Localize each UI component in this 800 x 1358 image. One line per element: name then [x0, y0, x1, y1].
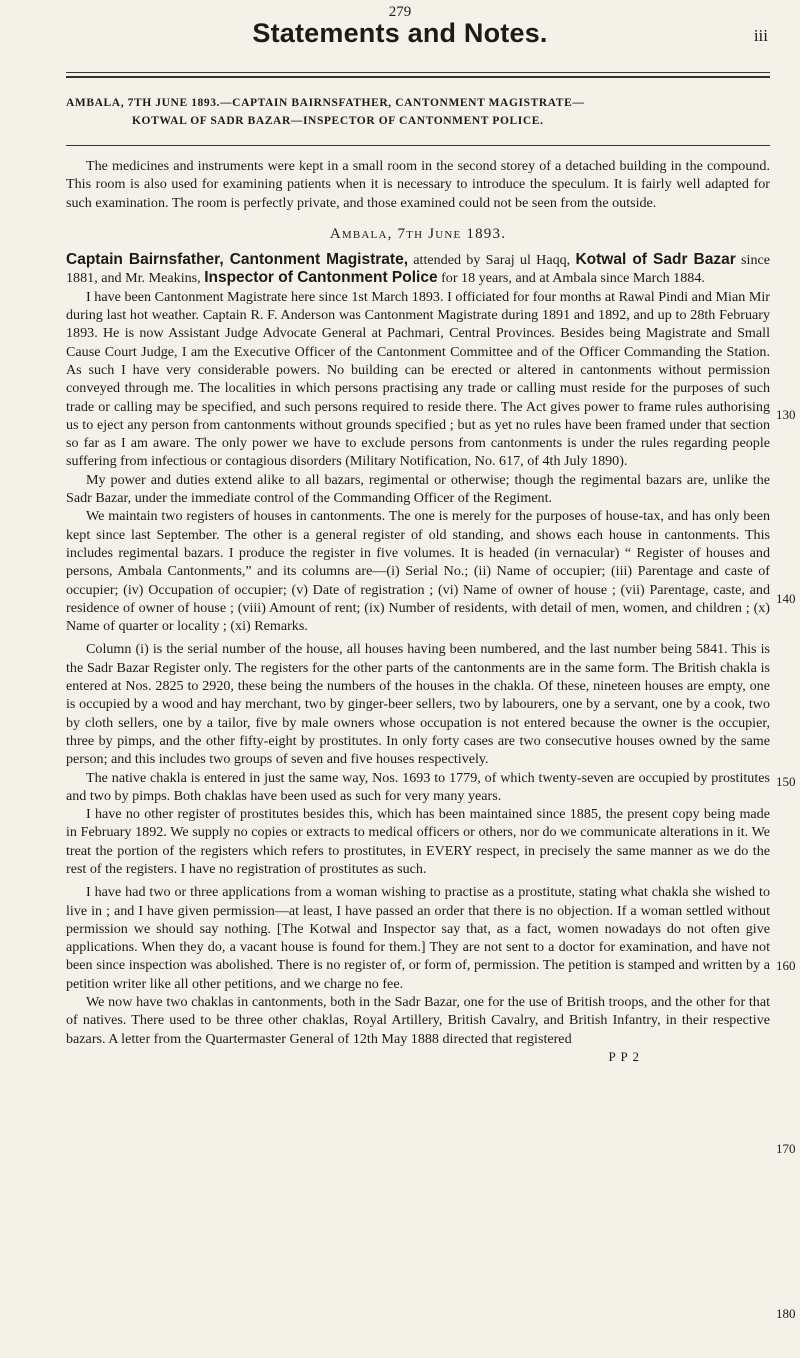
section-header — [66, 94, 770, 130]
section-header-line-1: AMBALA, 7TH JUNE 1893.—CAPTAIN BAIRNSFATHER, CANTONMENT MAGISTRATE— — [66, 97, 585, 109]
dateline: Ambala, 7th June 1893. — [329, 225, 507, 242]
witness-heading-bold-1: Captain Bairnsfather, Cantonment Magistrate, — [66, 251, 409, 269]
witness-heading-bold-2: Kotwal of Sadr Bazar — [575, 251, 736, 269]
margin-line-number: 170 — [776, 1141, 796, 1156]
witness-heading — [66, 251, 770, 288]
witness-heading-text-1: attended by Saraj ul Haqq, — [408, 252, 576, 269]
header-rule — [66, 145, 770, 146]
paragraph-3: We maintain two registers of houses in cantonments. The one is merely for the purposes of house-tax, and has only been kept since last September. The other is a general register of old standing, and shows each house in cantonments. This includes regimental bazars. I produce the register in five volumes. It is headed (in vernacular) “ Register of houses and persons, Ambala Cantonments,” and its columns are—(i) Serial No.; (ii) Name of occupier; (iii) Parentage and caste of occupier; (iv) Occupation of occupier; (v) Date of registration ; (vi) Name of owner of house ; (vii) Parentage, caste, and residence of owner of house ; (viii) Amount of rent; (ix) Number of residents, with detail of men, women, and children ; (x) Name of quarter or locality ; (xi) Remarks. — [66, 508, 770, 635]
paragraph-intro: The medicines and instruments were kept in a small room in the second storey of a detached building in the compound. This room is also used for examining patients when it is necessary to introduce the speculum. It is fairly well adapted for such examination. The room is perfectly private, and those examined could not be seen from the outside. — [66, 158, 770, 211]
margin-line-number: 130 — [776, 407, 796, 422]
section-header-line-2: KOTWAL OF SADR BAZAR—INSPECTOR OF CANTONMENT POLICE. — [132, 115, 544, 127]
paragraph-7: I have had two or three applications from a woman wishing to practise as a prostitute, stating what chakla she wished to live in ; and I have given permission—at least, I have passed an order that there is no objection. If a woman settled without permission we should say nothing. [The Kotwal and Inspector say that, as a fact, women nowadays do not often give applications. When they do, a vacant house is found for them.] They are not sent to a doctor for examination, and have not been since inspection was abolished. There is no register of, or form of, permission. The petition is stamped and written by a petition writer like all other petitions, and we charge no fee. — [66, 884, 770, 992]
top-rule-thick — [66, 76, 770, 78]
signature-mark: P P 2 — [608, 1048, 640, 1064]
margin-line-number: 150 — [776, 774, 796, 789]
paragraph-8: We now have two chaklas in cantonments, both in the Sadr Bazar, one for the use of British troops, and the other for that of natives. There used to be three other chaklas, Royal Artillery, British Cavalry, and British Infantry, in their respective bazars. A letter from the Quartermaster General of 12th May 1888 directed that registered — [66, 994, 770, 1047]
margin-line-number: 180 — [776, 1306, 796, 1321]
body-text — [66, 157, 770, 1066]
page-roman-numeral: iii — [753, 26, 768, 45]
paragraph-4: Column (i) is the serial number of the house, all houses having been numbered, and the last number being 5841. This is the Sadr Bazar Register only. The registers for the other parts of the cantonments are in the same form. The British chakla is entered at Nos. 2825 to 2920, these being the numbers of the houses in the chakla. Of these, nineteen houses are empty, one is occupied by a wood and hay merchant, two by ginger-beer sellers, two by labourers, one by a servant, one by a cook, two by cloth sellers, one by a tailor, five by male owners whose occupation is not entered because the owner is the occupier, three by pimps, and the other fifty-eight by prostitutes. In only forty cases are two consecutive houses owned by the same person; and this includes two groups of seven and five houses respectively. — [66, 641, 770, 768]
paragraph-5: The native chakla is entered in just the same way, Nos. 1693 to 1779, of which twenty-seven are occupied by prostitutes and two by pimps. Both chaklas have been used as such for very many years. — [66, 769, 770, 804]
page-title: Statements and Notes. — [252, 18, 548, 48]
paragraph-6: I have no other register of prostitutes besides this, which has been maintained since 1885, the present copy being made in February 1892. We supply no copies or extracts to medical officers or others, nor do we communicate alterations in it. We treat the portion of the registers which refers to prostitutes, in EVERY respect, in precisely the same manner as we do the rest of the registers. I have no registration of prostitutes as such. — [66, 806, 770, 877]
top-rule — [66, 72, 770, 73]
witness-heading-bold-3: Inspector of Cantonment Police — [204, 269, 438, 287]
witness-heading-text-3: for 18 years, and at Ambala since March 1884. — [437, 270, 705, 287]
witness-heading-text-2: since 1881, and Mr. Meakins, — [66, 252, 770, 287]
margin-line-number: 160 — [776, 958, 796, 973]
paragraph-1: I have been Cantonment Magistrate here since 1st March 1893. I officiated for four months at Rawal Pindi and Mian Mir during last hot weather. Captain R. F. Anderson was Cantonment Magistrate during 1891 and 1892, and up to 28th February 1893. He is now Assistant Judge Advocate General at Pachmari, Central Provinces. Besides being Magistrate and Small Cause Court Judge, I am the Executive Officer of the Cantonment Committee and of the Officer Commanding the Station. As such I have very considerable powers. No building can be erected or altered in cantonments without permission conveyed through me. The localities in which persons practising any trade or calling must reside for the purposes of such trade or calling may be specified, and such persons required to reside there. The Act gives power to frame rules authorising us to eject any person from cantonments without grounds specified ; but as yet no rules have been framed under that section so far as I am aware. The only power we have to exclude persons from cantonments is under the rules regarding people suffering from infectious or contagious disorders (Military Notification, No. 617, of 4th July 1890). — [66, 288, 770, 470]
page-number: 279 — [388, 4, 412, 20]
paragraph-2: My power and duties extend alike to all bazars, regimental or otherwise; though the regimental bazars are, unlike the Sadr Bazar, under the immediate control of the Commanding Officer of the Regiment. — [66, 471, 770, 507]
margin-line-number: 140 — [776, 591, 796, 606]
